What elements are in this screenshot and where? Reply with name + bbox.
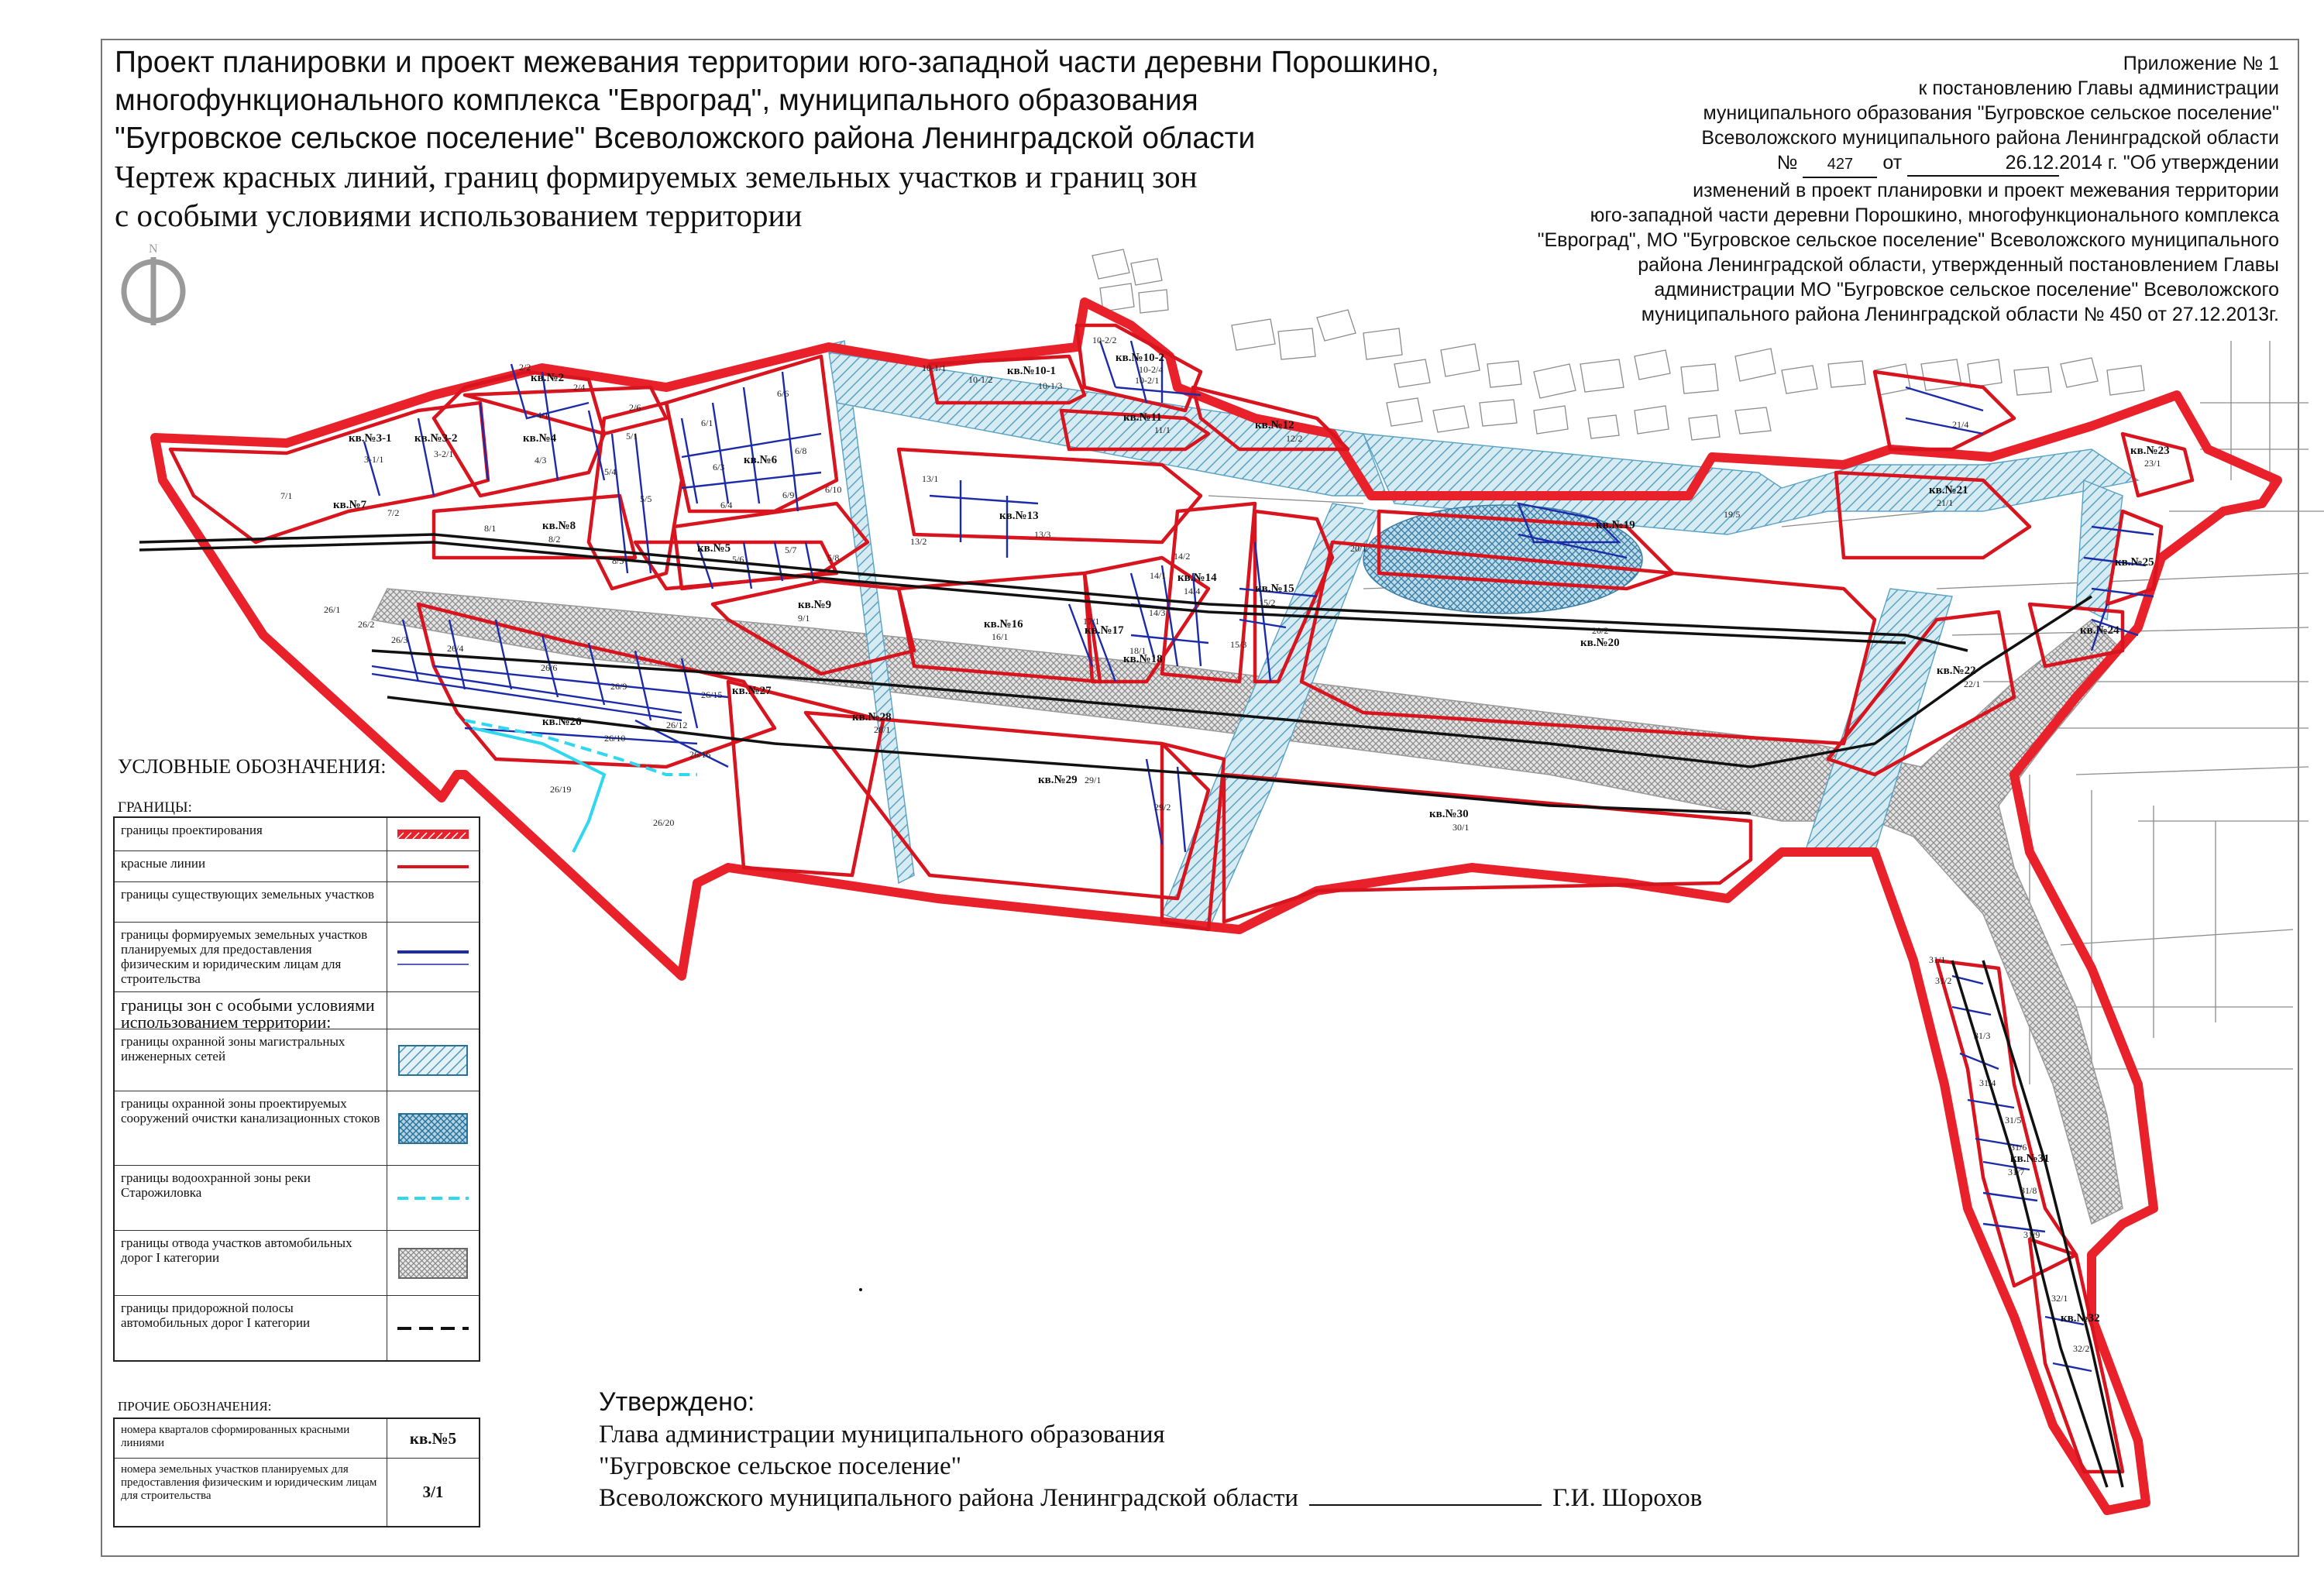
block-label: кв.№4 xyxy=(523,432,557,445)
appendix-line-4: Всеволожского муниципального района Ленинградской области xyxy=(1701,127,2279,149)
block-label: кв.№20 xyxy=(1580,637,1620,649)
appendix-line-8: "Евроград", МО "Бугровское сельское поселение" Всеволожского муниципального xyxy=(1537,229,2279,251)
other-legend-label: номера земельных участков планируемых для предоставления физическим и юридическим лицам для строительства xyxy=(115,1459,387,1526)
parcel-label: 6/10 xyxy=(825,484,842,495)
legend-label: границы охранной зоны магистральных инженерных сетей xyxy=(115,1029,387,1091)
block-label: кв.№25 xyxy=(2115,556,2154,569)
title-line-3: "Бугровское сельское поселение" Всеволожского района Ленинградской области xyxy=(115,122,1256,155)
block-label: кв.№2 xyxy=(531,372,565,384)
legend-row xyxy=(115,1230,479,1295)
parcel-label: 5/5 xyxy=(640,493,652,504)
gray-crosshatch-box-icon xyxy=(387,1231,479,1295)
parcel-label: 3-2/1 xyxy=(434,448,454,459)
parcel-label: 8/2 xyxy=(548,534,561,545)
other-legend-symbol: кв.№5 xyxy=(409,1428,457,1448)
legend-title: УСЛОВНЫЕ ОБОЗНАЧЕНИЯ: xyxy=(118,755,387,778)
title-line-1: Проект планировки и проект межевания территории юго-западной части деревни Порошкино, xyxy=(115,46,1439,79)
parcel-label: 8/1 xyxy=(484,523,497,534)
parcel-label: 3-1/1 xyxy=(364,454,384,465)
other-legend-title: ПРОЧИЕ ОБОЗНАЧЕНИЯ: xyxy=(118,1399,272,1414)
decree-number-prefix: № xyxy=(1776,152,1798,174)
block-label: кв.№18 xyxy=(1123,653,1163,665)
parcel-label: 21/4 xyxy=(1952,419,1969,430)
parcel-label: 29/1 xyxy=(1085,775,1102,785)
parcel-label: 13/1 xyxy=(922,473,939,484)
legend-table xyxy=(113,816,480,1362)
approval-line-3: "Бугровское сельское поселение" xyxy=(599,1452,962,1480)
legend-row xyxy=(115,881,479,922)
block-label: кв.№19 xyxy=(1596,519,1635,531)
block-label: кв.№29 xyxy=(1038,774,1078,786)
approval-line-2: Глава администрации муниципального образования xyxy=(599,1421,1165,1448)
legend-label: границы проектирования xyxy=(115,818,387,850)
legend-row xyxy=(115,850,479,881)
parcel-label: 26/15 xyxy=(701,689,723,700)
legend-section-borders: ГРАНИЦЫ: xyxy=(118,799,192,816)
parcel-label: 31/4 xyxy=(1979,1077,1996,1088)
block-label: кв.№10-2 xyxy=(1116,352,1165,364)
decree-number: 427 xyxy=(1803,152,1877,178)
parcel-strip-blue xyxy=(372,666,682,720)
block-label: кв.№9 xyxy=(798,599,832,611)
parcel-label: 14/4 xyxy=(1184,586,1201,596)
approval-district: Всеволожского муниципального района Ленинградской области xyxy=(599,1484,1299,1512)
black-dashed-line-icon xyxy=(387,1296,479,1360)
approval-heading: Утверждено: xyxy=(599,1387,755,1417)
legend-label: границы формируемых земельных участков планируемых для предоставления физическим и юридическим лицам для строительства xyxy=(115,923,387,991)
parcel-label: 6/9 xyxy=(782,490,795,500)
parcel-label: 26/9 xyxy=(610,681,627,692)
block-label: кв.№23 xyxy=(2130,445,2170,457)
block-label: кв.№3-1 xyxy=(349,432,392,445)
block-label: кв.№32 xyxy=(2061,1312,2100,1325)
block-label: кв.№27 xyxy=(732,685,772,697)
legend-row xyxy=(115,818,479,850)
water-protection-zone-line-2 xyxy=(473,728,604,852)
block-label: кв.№15 xyxy=(1255,582,1294,595)
block-label: кв.№30 xyxy=(1429,808,1469,820)
other-legend-symbol: 3/1 xyxy=(422,1483,444,1501)
parcel-label: 5/1 xyxy=(626,431,638,442)
decree-date: 26.12. xyxy=(1907,150,2059,177)
thick-red-hatched-line-icon xyxy=(387,818,479,850)
parcel-label: 23/1 xyxy=(2144,458,2161,469)
parcel-label: 26/4 xyxy=(447,643,464,654)
legend-label: границы придорожной полосы автомобильных дорог I категории xyxy=(115,1296,387,1360)
parcel-label: 5/7 xyxy=(785,545,797,555)
parcel-label: 26/16 xyxy=(689,749,711,760)
parcel-label: 10-2/4 xyxy=(1139,364,1164,375)
block-label: кв.№21 xyxy=(1929,484,1968,497)
parcel-label: 31/1 xyxy=(1929,954,1946,965)
block-label: кв.№14 xyxy=(1177,572,1217,584)
north-arrow-icon xyxy=(124,242,183,325)
red-line-icon xyxy=(387,851,479,881)
parcel-label: 14/2 xyxy=(1174,551,1191,562)
parcel-label: 10-2/2 xyxy=(1092,335,1117,345)
legend-row xyxy=(115,1029,479,1091)
block-label: кв.№6 xyxy=(744,454,778,466)
parcel-label: 26/2 xyxy=(358,619,375,630)
block-label: кв.№12 xyxy=(1255,419,1294,431)
block-label: кв.№26 xyxy=(542,716,582,728)
legend-label: границы зон с особыми условиями использованием территории: xyxy=(115,992,387,1029)
parcel-label: 10-2/1 xyxy=(1135,375,1160,386)
parcel-label: 26/12 xyxy=(666,720,688,730)
legend-label: границы существующих земельных участков xyxy=(115,882,387,922)
legend-row xyxy=(115,1091,479,1165)
parcel-label: 2/2 xyxy=(519,362,531,373)
parcel-label: 4/1 xyxy=(537,410,549,421)
block-label: кв.№22 xyxy=(1937,665,1976,677)
block-label: кв.№3-2 xyxy=(414,432,458,445)
parcel-label: 31/9 xyxy=(2023,1229,2040,1240)
parcel-label: 5/8 xyxy=(827,552,840,563)
other-legend-row xyxy=(115,1458,479,1526)
appendix-line-6: изменений в проект планировки и проект межевания территории xyxy=(1693,180,2279,201)
decree-from: от xyxy=(1882,152,1903,174)
parcel-label: 11/1 xyxy=(1154,424,1171,435)
parcel-label: 31/7 xyxy=(2008,1167,2025,1177)
parcel-label: 10-1/1 xyxy=(922,363,947,373)
parcel-label: 13/3 xyxy=(1034,529,1051,540)
subtitle-line-2: с особыми условиями использованием территории xyxy=(115,198,803,233)
parcel-label: 28/1 xyxy=(874,724,891,735)
legend-label: границы охранной зоны проектируемых сооружений очистки канализационных стоков xyxy=(115,1091,387,1165)
parcel-label: 12/2 xyxy=(1286,433,1303,444)
parcel-label: 10-1/2 xyxy=(968,374,993,385)
empty-symbol xyxy=(387,882,479,922)
parcel-label: 20/1 xyxy=(1350,543,1367,554)
block-label: кв.№7 xyxy=(333,499,367,511)
parcel-label: 4/3 xyxy=(535,455,547,466)
parcel-label: 15/3 xyxy=(1230,639,1247,650)
parcel-label: 31/2 xyxy=(1935,975,1952,986)
block-label: кв.№11 xyxy=(1123,411,1162,424)
decree-date-suffix: 2014 г. "Об утверждении xyxy=(2059,152,2279,174)
blue-hatch-box-icon xyxy=(387,1029,479,1091)
parcel-label: 29/2 xyxy=(1154,802,1171,813)
block-label: кв.№13 xyxy=(999,510,1039,522)
parcel-label: 5/6 xyxy=(732,554,744,565)
parcel-label: 13/2 xyxy=(910,536,927,547)
parcel-label: 26/3 xyxy=(391,634,408,645)
other-legend-table xyxy=(113,1417,480,1527)
north-letter: N xyxy=(149,242,158,256)
parcel-label: 26/1 xyxy=(324,604,341,615)
parcel-label: 18/1 xyxy=(1129,645,1147,656)
parcel-label: 14/1 xyxy=(1150,570,1167,581)
legend-label: границы отвода участков автомобильных дорог I категории xyxy=(115,1231,387,1295)
block-label: кв.№31 xyxy=(2010,1153,2050,1165)
parcel-label: 21/1 xyxy=(1937,497,1954,508)
legend-row xyxy=(115,1295,479,1360)
parcel-label: 31/8 xyxy=(2020,1185,2037,1196)
legend-row xyxy=(115,991,479,1032)
parcel-label: 32/1 xyxy=(2051,1293,2068,1304)
block-label: кв.№17 xyxy=(1085,624,1124,637)
other-legend-row xyxy=(115,1419,479,1458)
parcel-label: 2/4 xyxy=(573,382,586,393)
block-label: кв.№16 xyxy=(984,618,1023,631)
blue-double-line-icon xyxy=(387,923,479,991)
subtitle-line-1: Чертеж красных линий, границ формируемых земельных участков и границ зон xyxy=(115,159,1198,194)
parcel-label: 9/1 xyxy=(798,613,810,624)
parcel-label: 10-1/3 xyxy=(1038,380,1063,391)
appendix-line-7: юго-западной части деревни Порошкино, многофункционального комплекса xyxy=(1590,204,2279,226)
parcel-label: 31/5 xyxy=(2005,1115,2022,1125)
legend-row xyxy=(115,922,479,991)
parcel-label: 6/1 xyxy=(701,418,713,428)
block-label: кв.№5 xyxy=(697,542,731,555)
block-label: кв.№8 xyxy=(542,520,576,532)
parcel-label: 20/2 xyxy=(1592,625,1609,636)
legend-label: красные линии xyxy=(115,851,387,881)
parcel-label: 31/6 xyxy=(2010,1142,2027,1153)
legend-label: границы водоохранной зоны реки Старожиловка xyxy=(115,1166,387,1230)
parcel-label: 26/6 xyxy=(541,662,558,673)
parcel-label: 6/8 xyxy=(795,445,807,456)
approval-signatory: Г.И. Шорохов xyxy=(1552,1484,1703,1512)
block-label: кв.№24 xyxy=(2080,624,2119,637)
parcel-label: 2/6 xyxy=(629,402,641,413)
other-legend-label: номера кварталов сформированных красными линиями xyxy=(115,1419,387,1458)
parcel-label: 19/5 xyxy=(1724,509,1741,520)
parcel-label: 14/3 xyxy=(1149,607,1166,618)
parcel-label: 15/2 xyxy=(1259,597,1276,608)
approval-line-4 xyxy=(599,1483,1702,1514)
parcel-label: 30/1 xyxy=(1452,822,1470,833)
parcel-label: 32/2 xyxy=(2073,1343,2090,1354)
parcel-label: 6/4 xyxy=(720,500,733,510)
parcel-label: 16/1 xyxy=(992,631,1009,642)
parcel-label: 31/3 xyxy=(1974,1030,1991,1041)
approval-block xyxy=(599,1385,1702,1514)
parcel-label: 26/10 xyxy=(604,733,626,744)
parcel-label: 5/4 xyxy=(604,466,617,477)
parcel-label: 26/19 xyxy=(550,784,572,795)
parcel-label: 8/3 xyxy=(612,555,624,566)
parcel-label: 7/1 xyxy=(280,490,293,501)
stray-dot xyxy=(859,1288,862,1291)
block-label: кв.№10-1 xyxy=(1007,365,1057,377)
parcel-label: 22/1 xyxy=(1964,679,1981,689)
parcel-label: 26/20 xyxy=(653,817,675,828)
parcel-label: 7/2 xyxy=(387,507,400,518)
appendix-line-2: к постановлению Главы администрации xyxy=(1918,77,2279,99)
blue-crosshatch-box-icon xyxy=(387,1091,479,1165)
signature-line xyxy=(1309,1504,1542,1506)
appendix-line-3: муниципального образования "Бугровское сельское поселение" xyxy=(1703,102,2279,124)
appendix-line-1: Приложение № 1 xyxy=(2123,53,2279,74)
legend-row xyxy=(115,1165,479,1230)
cyan-dashed-line-icon xyxy=(387,1166,479,1230)
empty-symbol xyxy=(387,992,479,1029)
appendix-line-10: администрации МО "Бугровское сельское поселение" Всеволожского xyxy=(1654,279,2279,301)
appendix-line-9: района Ленинградской области, утвержденный постановлением Главы xyxy=(1638,254,2279,276)
title-line-2: многофункционального комплекса "Евроград", муниципального образования xyxy=(115,84,1198,117)
parcel-label: 17/1 xyxy=(1083,616,1100,627)
parcel-label: 6/3 xyxy=(713,462,725,472)
parcel-label: 6/6 xyxy=(777,388,789,399)
block-label: кв.№28 xyxy=(852,711,892,723)
appendix-line-11: муниципального района Ленинградской области № 450 от 27.12.2013г. xyxy=(1641,304,2279,325)
